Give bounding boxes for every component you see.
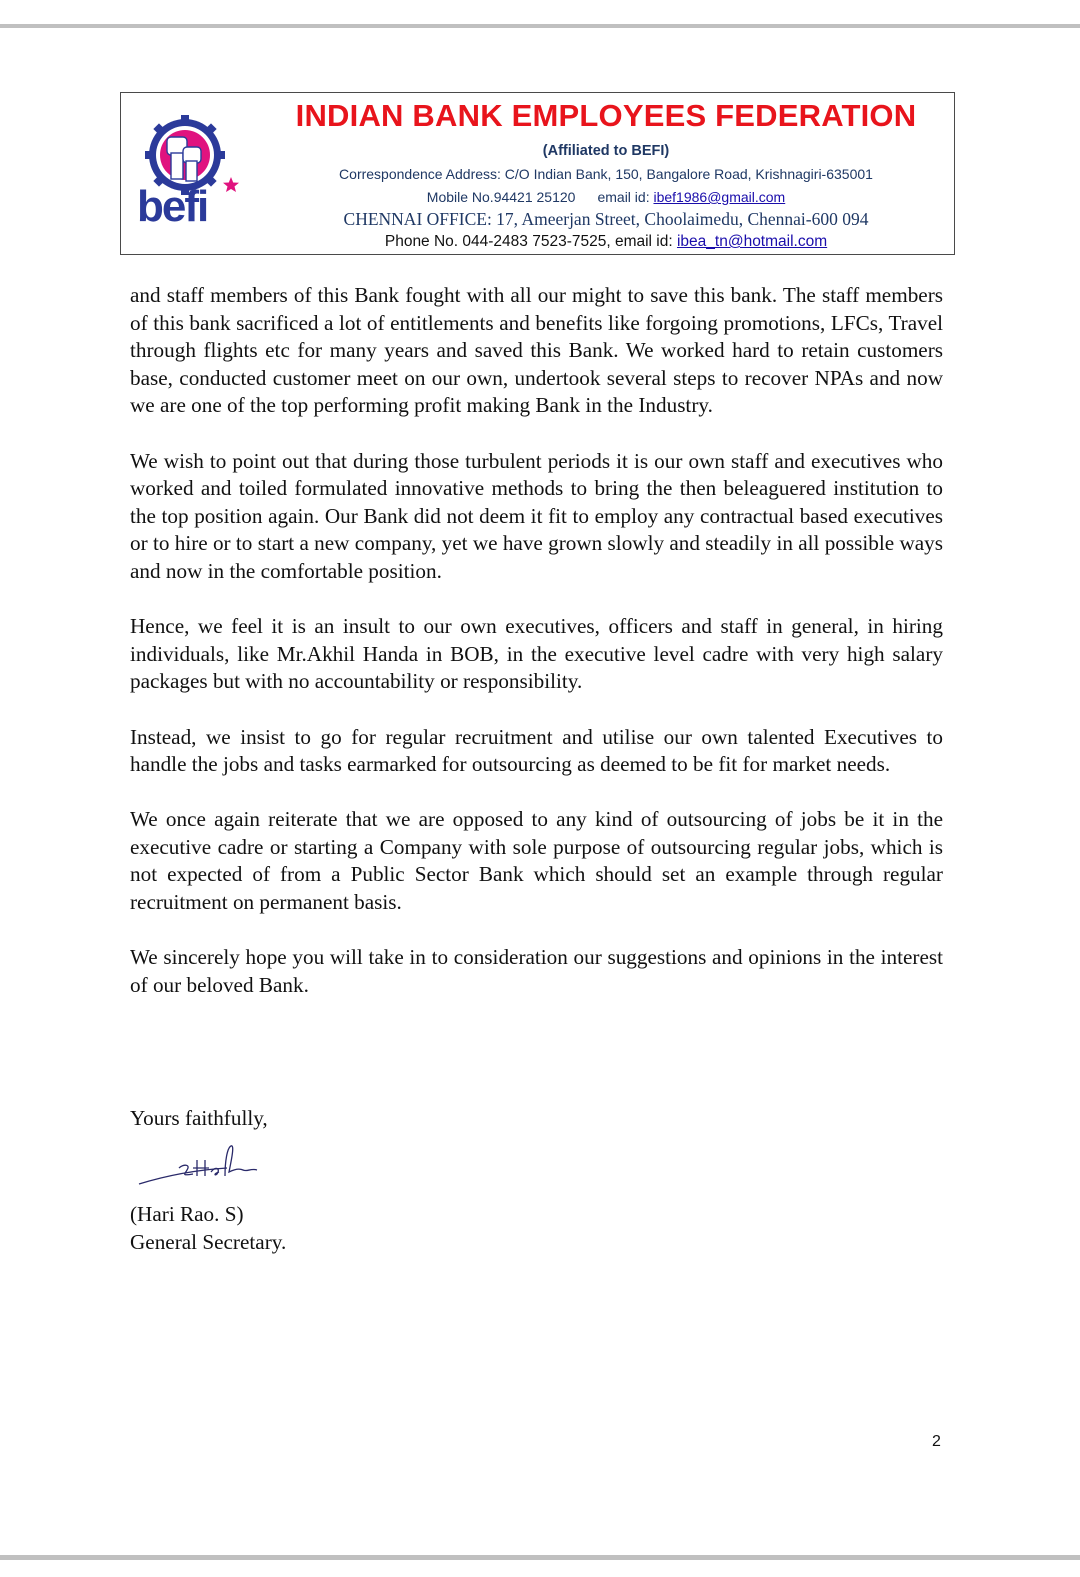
page-bottom-divider [0, 1555, 1080, 1560]
letter-body [130, 282, 943, 1027]
body-paragraph: and staff members of this Bank fought with all our might to save this bank. The staff members of this bank sacrificed a lot of entitlements and benefits like forgoing promotions, LFCs, Travel through flights etc for many years and saved this Bank. We worked hard to retain customers base, conducted customer meet on our own, undertook several steps to recover NPAs and now we are one of the top performing profit making Bank in the Industry. [130, 283, 943, 418]
email-label: email id: [597, 189, 654, 205]
chennai-office-address: CHENNAI OFFICE: 17, Ameerjan Street, Choolaimedu, Chennai-600 094 [343, 209, 869, 229]
chennai-email-link[interactable]: ibea_tn@hotmail.com [676, 233, 828, 250]
organization-title: INDIAN BANK EMPLOYEES FEDERATION [295, 98, 917, 133]
mobile-number: Mobile No.94421 25120 [426, 189, 576, 205]
signatory [130, 1200, 286, 1256]
signatory-designation: General Secretary. [130, 1230, 287, 1254]
body-paragraph: Hence, we feel it is an insult to our own executives, officers and staff in general, in hiring individuals, like Mr.Akhil Handa in BOB, in the executive level cadre with very high salary packages but with no accountability or responsibility. [130, 614, 943, 694]
page-top-divider [0, 24, 1080, 28]
letterhead [120, 92, 955, 255]
closing-salutation: Yours faithfully, [130, 1106, 268, 1130]
page-number: 2 [932, 1433, 941, 1450]
befi-logo-icon [135, 115, 245, 227]
body-paragraph: We sincerely hope you will take in to consideration our suggestions and opinions in the interest of our beloved Bank. [130, 945, 943, 997]
body-paragraph: We once again reiterate that we are opposed to any kind of outsourcing of jobs be it in the executive cadre or starting a Company with sole purpose of outsourcing regular jobs, which is not expected of from a Public Sector Bank which should set an example through regular recruitment on permanent basis. [130, 807, 943, 915]
phone-number: Phone No. 044-2483 7523-7525, email id: [384, 233, 677, 250]
signatory-name: (Hari Rao. S) [130, 1202, 244, 1226]
phone-line [256, 233, 956, 251]
svg-text:befi: befi [137, 182, 208, 227]
body-paragraph: Instead, we insist to go for regular recruitment and utilise our own talented Executives to handle the jobs and tasks earmarked for outsourcing as deemed to be fit for market needs. [130, 724, 943, 777]
body-paragraph: We wish to point out that during those turbulent periods it is our own staff and executives who worked and toiled formulated innovative methods to bring the then beleaguered institution to the top position again. Our Bank did not deem it fit to employ any contractual based executives or to hire or to start a new company, yet we have grown slowly and steadily in all possible ways and now in the comfortable position. [130, 448, 943, 583]
signature-icon [135, 1142, 265, 1192]
affiliation-note: (Affiliated to BEFI) [542, 143, 670, 159]
contact-line [256, 189, 956, 205]
email-link[interactable]: ibef1986@gmail.com [653, 189, 786, 205]
correspondence-address: Correspondence Address: C/O Indian Bank, 150, Bangalore Road, Krishnagiri-635001 [339, 166, 873, 182]
